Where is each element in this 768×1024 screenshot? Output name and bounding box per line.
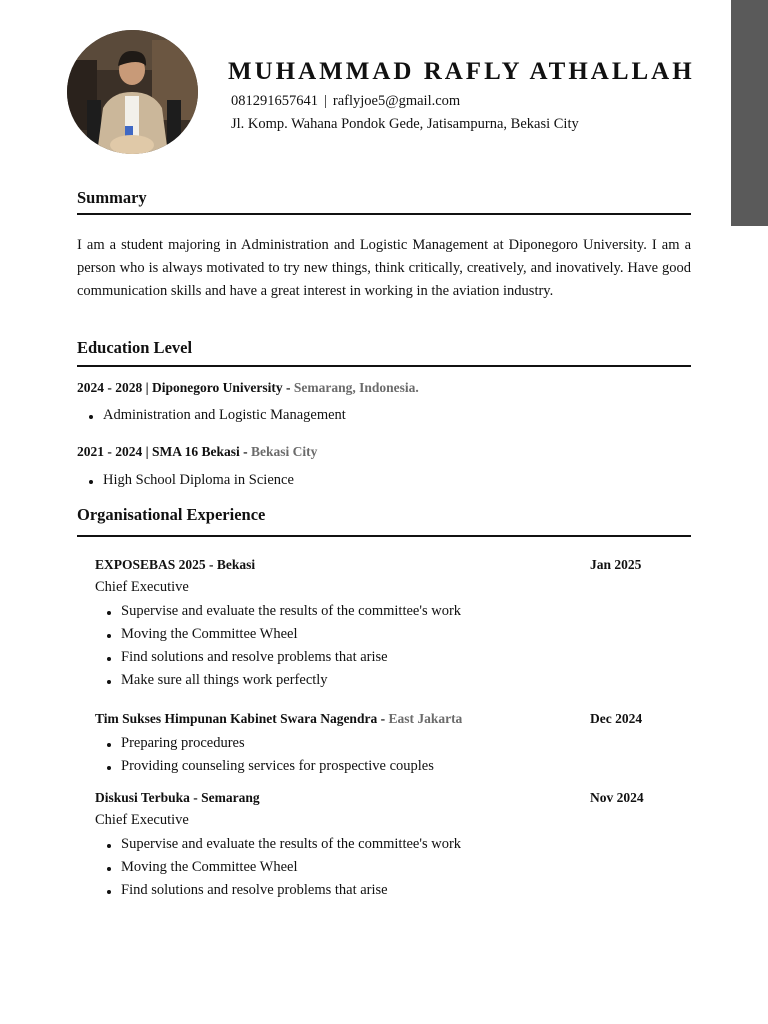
experience-entry-title: Diskusi Terbuka - Semarang — [95, 790, 260, 805]
education-entry-heading — [77, 444, 317, 460]
experience-entry-heading — [95, 557, 255, 573]
list-item: Supervise and evaluate the results of the committee's work — [121, 836, 462, 852]
experience-entry-date: Jan 2025 — [590, 557, 642, 572]
education-entry-title: 2024 - 2028 | Diponegoro University - — [77, 380, 294, 395]
summary-title: Summary — [77, 188, 147, 207]
education-entry-location: Semarang, Indonesia. — [293, 380, 419, 395]
list-item: High School Diploma in Science — [103, 472, 294, 488]
profile-photo — [67, 30, 198, 154]
list-item: Make sure all things work perfectly — [121, 672, 328, 688]
list-item: Supervise and evaluate the results of the committee's work — [121, 603, 462, 619]
list-item: Providing counseling services for prospective couples — [121, 758, 434, 774]
education-divider — [77, 365, 691, 367]
experience-entry-heading — [95, 790, 260, 806]
full-name: MUHAMMAD RAFLY ATHALLAH — [228, 58, 695, 85]
contact-separator: | — [324, 93, 327, 109]
education-entry-title: 2021 - 2024 | SMA 16 Bekasi - — [77, 444, 251, 459]
education-title: Education Level — [77, 338, 193, 357]
list-item: Find solutions and resolve problems that arise — [121, 882, 388, 898]
list-item: Moving the Committee Wheel — [121, 859, 298, 875]
contact-line — [231, 93, 460, 110]
experience-divider — [77, 535, 691, 537]
email-address: raflyjoe5@gmail.com — [332, 93, 461, 109]
summary-divider — [77, 213, 691, 215]
summary-text: I am a student majoring in Administration and Logistic Management at Diponegoro University. I am a person who is always motivated to try new things, think critically, creatively, and inovatively. Have good communication skills and have a great interest in working in the aviation industry. — [77, 237, 691, 299]
phone-number: 081291657641 — [231, 93, 318, 109]
education-entry-heading — [77, 380, 419, 396]
experience-entry-location: East Jakarta — [388, 711, 463, 726]
education-entry-location: Bekasi City — [250, 444, 318, 459]
experience-entry-title: Tim Sukses Himpunan Kabinet Swara Nagendra - — [95, 711, 389, 726]
experience-entry-heading — [95, 711, 462, 727]
scrollbar-thumb[interactable] — [731, 0, 768, 226]
experience-entry-role: Chief Executive — [95, 812, 189, 828]
list-item: Moving the Committee Wheel — [121, 626, 298, 642]
list-item: Find solutions and resolve problems that arise — [121, 649, 388, 665]
address: Jl. Komp. Wahana Pondok Gede, Jatisampurna, Bekasi City — [231, 116, 579, 132]
experience-entry-role: Chief Executive — [95, 579, 189, 595]
experience-entry-date: Dec 2024 — [590, 711, 643, 726]
experience-entry-date: Nov 2024 — [590, 790, 644, 805]
list-item: Preparing procedures — [121, 735, 245, 751]
experience-entry-title: EXPOSEBAS 2025 - Bekasi — [95, 557, 256, 572]
list-item: Administration and Logistic Management — [103, 407, 346, 423]
experience-title: Organisational Experience — [77, 505, 266, 524]
